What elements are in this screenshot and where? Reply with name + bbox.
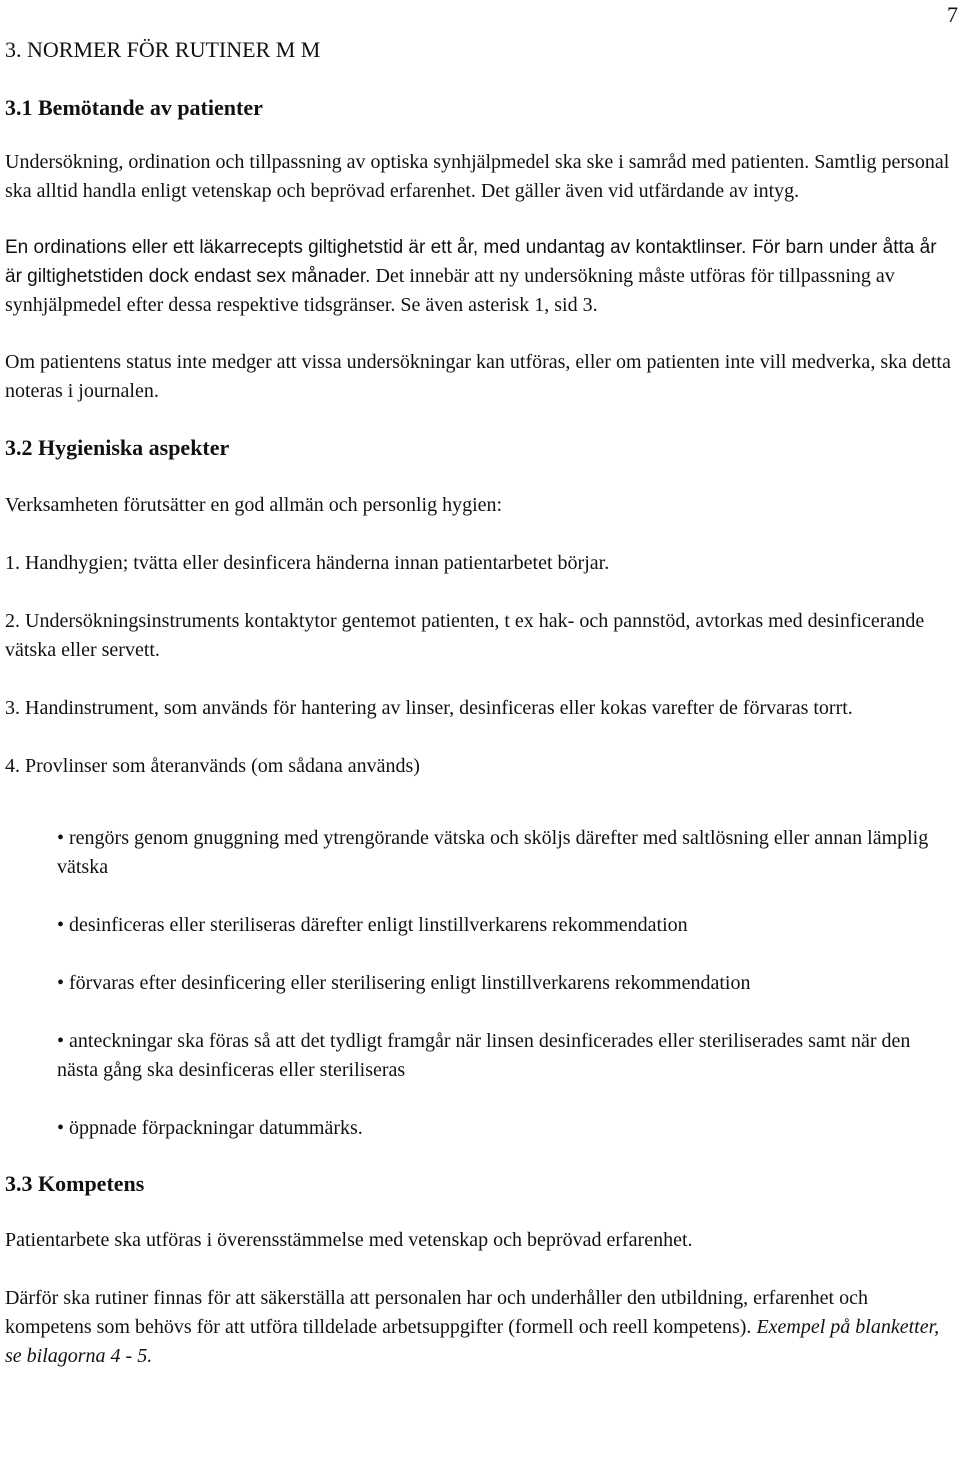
hygiene-item-1: 1. Handhygien; tvätta eller desinficera händerna innan patientarbetet börjar. [5,552,610,574]
paragraph-patient-status: Om patientens status inte medger att vissa undersökningar kan utföras, eller om patienten inte vill medverka, ska detta noteras i journalen. [5,351,951,402]
list-item-text: förvaras efter desinficering eller sterilisering enligt linstillverkarens rekommendation [69,972,751,994]
list-item: • anteckningar ska föras så att det tydligt framgår när linsen desinficerades eller steriliserades samt när den nästa gång ska desinficeras eller steriliseras [57,1030,911,1081]
hygiene-item-4: 4. Provlinser som återanvänds (om sådana används) [5,755,420,777]
section-heading-3-1: 3.1 Bemötande av patienter [5,95,263,120]
competence-text: Därför ska rutiner finnas för att säkerställa att personalen har och underhåller den utbildning, erfarenhet och kompetens som behövs för att utföra tilldelade arbetsuppgifter (formell och reell kompetens). [5,1287,868,1338]
section-heading-3-2: 3.2 Hygieniska aspekter [5,435,230,460]
paragraph-validity [5,233,953,320]
list-item-text: öppnade förpackningar datummärks. [69,1117,363,1139]
list-item-text: rengörs genom gnuggning med ytrengörande vätska och sköljs därefter med saltlösning eller annan lämplig vätska [57,827,929,878]
list-item-text: desinficeras eller steriliseras därefter enligt linstillverkarens rekommendation [69,914,688,936]
appendix-reference: Exempel på blanketter, se bilagorna 4 - 5. [5,1316,940,1367]
list-item: • desinficeras eller steriliseras därefter enligt linstillverkarens rekommendation [57,914,688,936]
section-heading-3-3: 3.3 Kompetens [5,1171,145,1196]
hygiene-item-2: 2. Undersökningsinstruments kontaktytor gentemot patienten, t ex hak- och pannstöd, avtorkas med desinficerande vätska eller servett. [5,610,925,661]
list-item: • öppnade förpackningar datummärks. [57,1117,363,1139]
list-item-text: anteckningar ska föras så att det tydligt framgår när linsen desinficerades eller steriliserades samt när den nästa gång ska desinficeras eller steriliseras [57,1030,911,1081]
list-item: • rengörs genom gnuggning med ytrengörande vätska och sköljs därefter med saltlösning eller annan lämplig vätska [57,827,929,878]
hygiene-intro: Verksamheten förutsätter en god allmän och personlig hygien: [5,494,503,516]
competence-paragraph-1: Patientarbete ska utföras i överensstämmelse med vetenskap och beprövad erfarenhet. [5,1229,693,1251]
paragraph-consultation: Undersökning, ordination och tillpassning av optiska synhjälpmedel ska ske i samråd med patienten. Samtlig personal ska alltid handla enligt vetenskap och beprövad erfarenhet. Det gäller även vid utfärdande av intyg. [5,151,950,202]
document-title: 3. NORMER FÖR RUTINER M M [5,37,321,62]
page-number: 7 [947,2,958,27]
document-body [5,36,953,1371]
validity-sentence: En ordinations eller ett läkarrecepts giltighetstid är ett år, med undantag av kontaktlinser. För barn under åtta år är giltighetstiden dock endast sex månader. [5,237,937,287]
competence-paragraph-2 [5,1284,953,1371]
bullet-list [57,824,947,1143]
hygiene-item-3: 3. Handinstrument, som används för hantering av linser, desinficeras eller kokas varefter de förvaras torrt. [5,697,853,719]
validity-followup: Det innebär att ny undersökning måste utföras för tillpassning av synhjälpmedel efter dessa respektive tidsgränser. Se även asterisk 1, sid 3. [5,265,895,316]
list-item: • förvaras efter desinficering eller sterilisering enligt linstillverkarens rekommendation [57,972,751,994]
